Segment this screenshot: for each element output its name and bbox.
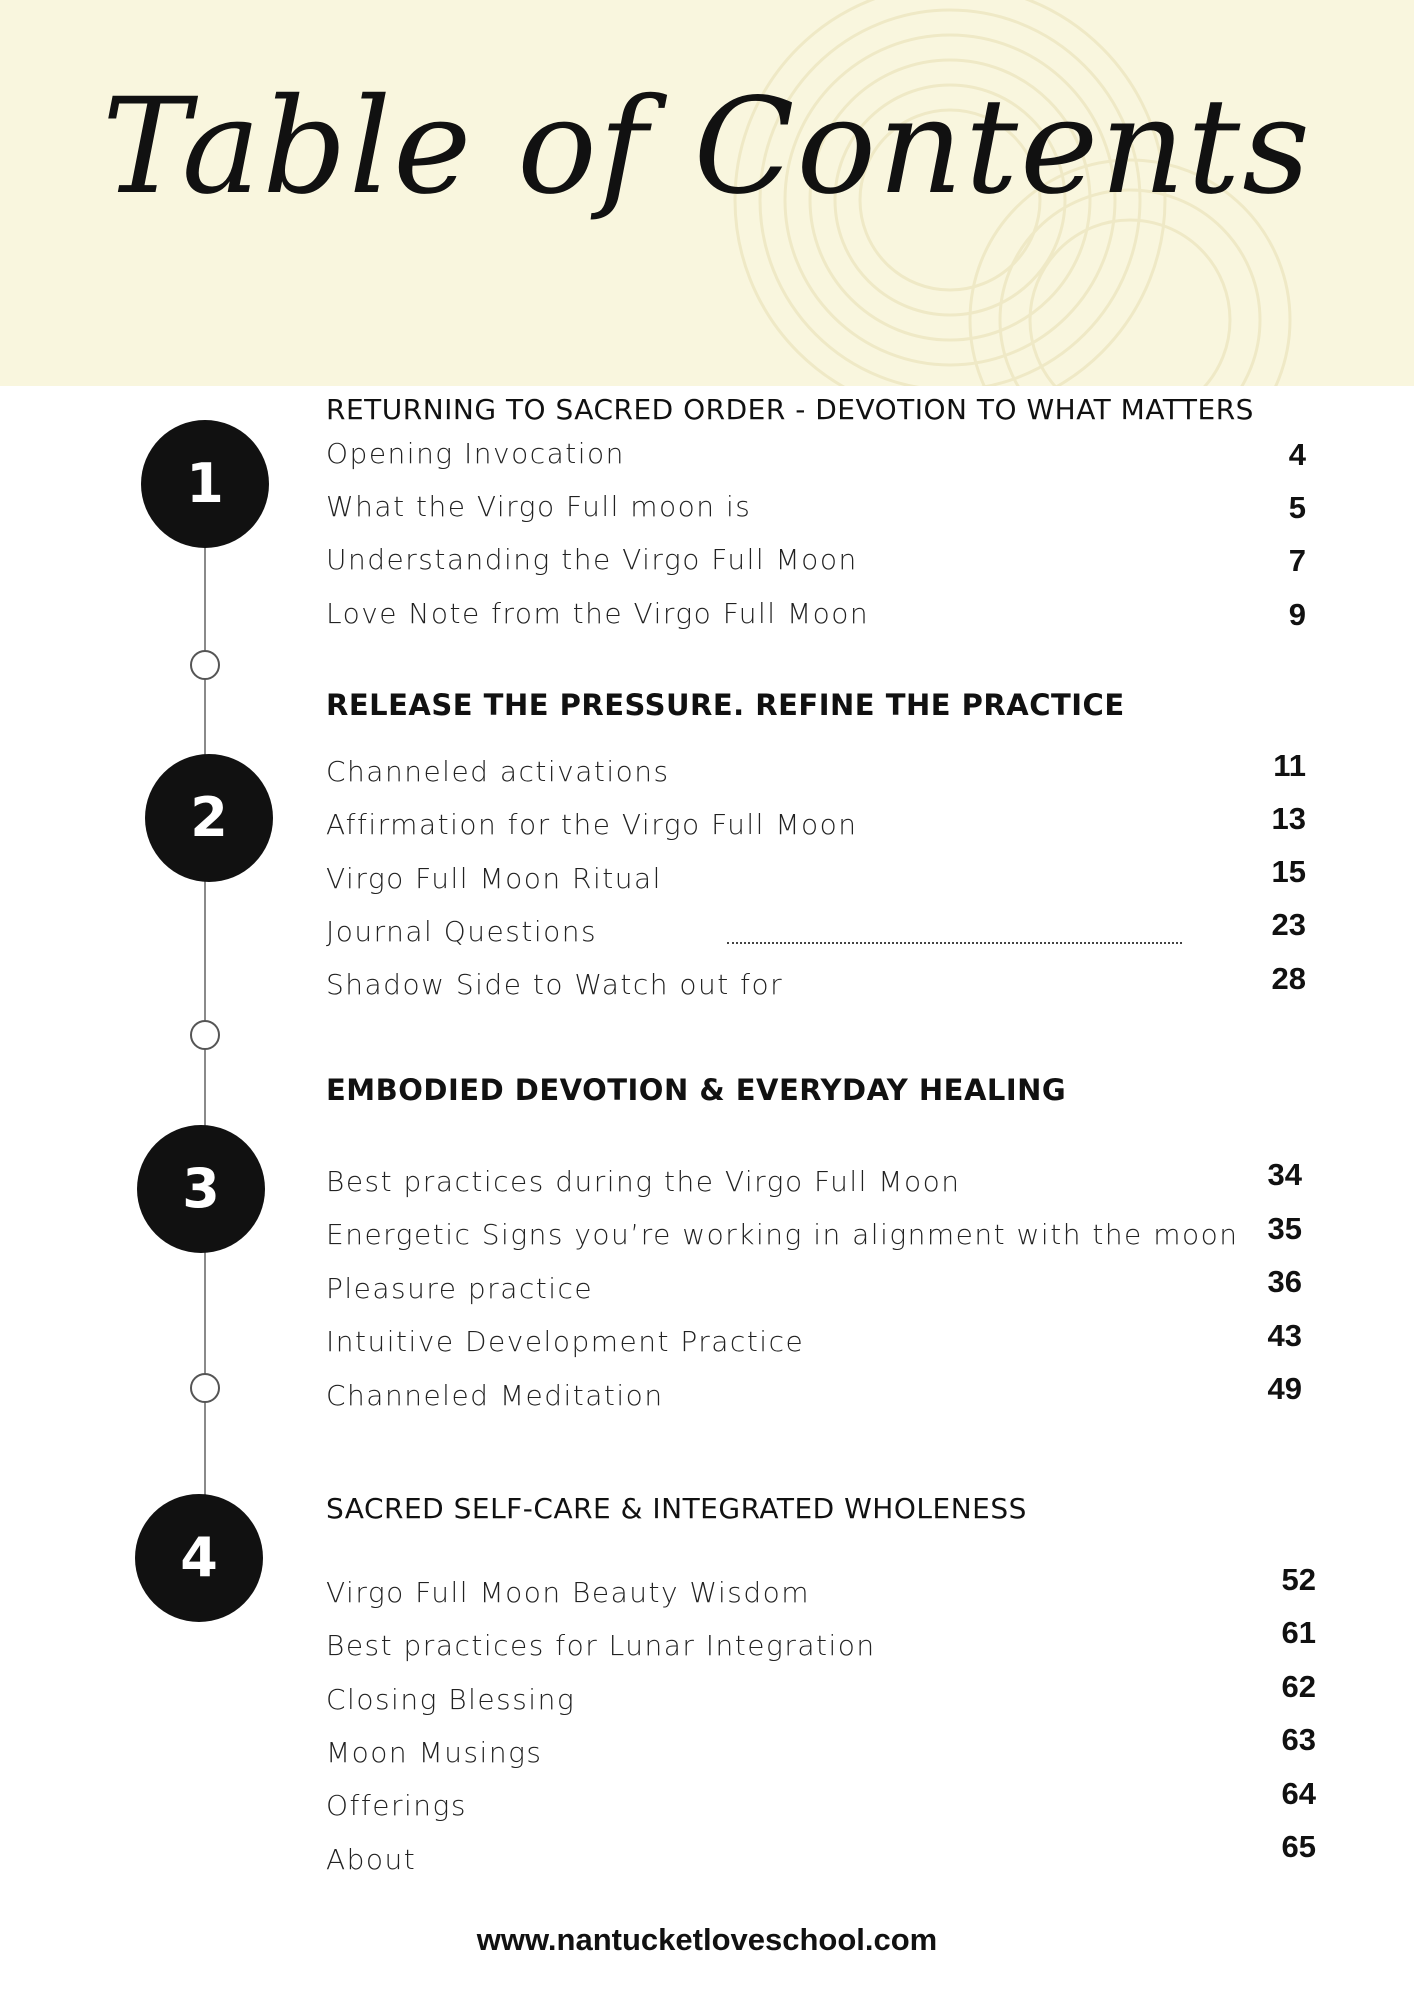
toc-entry[interactable]: Shadow Side to Watch out for bbox=[326, 968, 784, 1001]
dotted-leader bbox=[727, 942, 1182, 944]
page-number: 9 bbox=[1288, 597, 1306, 632]
page-number: 13 bbox=[1271, 801, 1306, 836]
toc-entry[interactable]: About bbox=[326, 1843, 417, 1876]
toc-entry[interactable]: Best practices during the Virgo Full Moon bbox=[326, 1165, 961, 1198]
toc-entry[interactable]: Affirmation for the Virgo Full Moon bbox=[326, 808, 858, 841]
timeline-dot bbox=[190, 1373, 220, 1403]
page-number: 62 bbox=[1281, 1669, 1316, 1704]
page-number: 64 bbox=[1281, 1776, 1316, 1811]
toc-entry[interactable]: Love Note from the Virgo Full Moon bbox=[326, 597, 870, 630]
page-number: 52 bbox=[1281, 1562, 1316, 1597]
page-number: 5 bbox=[1288, 490, 1306, 525]
page-number: 65 bbox=[1281, 1829, 1316, 1864]
toc-entry[interactable]: Pleasure practice bbox=[326, 1272, 594, 1305]
toc-entry[interactable]: What the Virgo Full moon is bbox=[326, 490, 752, 523]
website-link[interactable]: www.nantucketloveschool.com bbox=[476, 1922, 938, 1957]
page-number: 34 bbox=[1267, 1157, 1302, 1192]
toc-entry[interactable]: Journal Questions bbox=[326, 915, 598, 948]
page-number: 28 bbox=[1271, 961, 1306, 996]
toc-entry[interactable]: Channeled Meditation bbox=[326, 1379, 664, 1412]
toc-entry[interactable]: Best practices for Lunar Integration bbox=[326, 1629, 876, 1662]
toc-entry[interactable]: Understanding the Virgo Full Moon bbox=[326, 543, 858, 576]
section-number-3: 3 bbox=[137, 1125, 265, 1253]
page-title: Table of Contents bbox=[101, 70, 1312, 224]
section-number-4: 4 bbox=[135, 1494, 263, 1622]
page-number: 43 bbox=[1267, 1318, 1302, 1353]
section-heading-2: RELEASE THE PRESSURE. REFINE THE PRACTICE bbox=[326, 688, 1125, 722]
toc-entry[interactable]: Intuitive Development Practice bbox=[326, 1325, 805, 1358]
page-number: 23 bbox=[1271, 907, 1306, 942]
toc-entry[interactable]: Opening Invocation bbox=[326, 437, 625, 470]
page-number: 35 bbox=[1267, 1211, 1302, 1246]
toc-entry[interactable]: Virgo Full Moon Beauty Wisdom bbox=[326, 1576, 811, 1609]
page-number: 61 bbox=[1281, 1615, 1316, 1650]
page-number: 49 bbox=[1267, 1371, 1302, 1406]
toc-entry[interactable]: Virgo Full Moon Ritual bbox=[326, 862, 662, 895]
page-number: 36 bbox=[1267, 1264, 1302, 1299]
toc-entry[interactable]: Channeled activations bbox=[326, 755, 670, 788]
section-number-2: 2 bbox=[145, 754, 273, 882]
page-number: 63 bbox=[1281, 1722, 1316, 1757]
timeline-dot bbox=[190, 650, 220, 680]
section-heading-3: EMBODIED DEVOTION & EVERYDAY HEALING bbox=[326, 1073, 1067, 1107]
toc-entry[interactable]: Closing Blessing bbox=[326, 1683, 576, 1716]
section-heading-1: RETURNING TO SACRED ORDER - DEVOTION TO WHAT MATTERS bbox=[326, 393, 1254, 426]
toc-entry[interactable]: Offerings bbox=[326, 1789, 467, 1822]
page-number: 7 bbox=[1288, 543, 1306, 578]
section-heading-4: SACRED SELF-CARE & INTEGRATED WHOLENESS bbox=[326, 1492, 1027, 1525]
toc-entry[interactable]: Energetic Signs you’re working in alignment with the moon bbox=[326, 1218, 1239, 1251]
page-number: 11 bbox=[1273, 748, 1306, 783]
page-number: 15 bbox=[1271, 854, 1306, 889]
title-banner bbox=[0, 0, 1414, 386]
toc-entry[interactable]: Moon Musings bbox=[326, 1736, 543, 1769]
timeline-dot bbox=[190, 1020, 220, 1050]
page-number: 4 bbox=[1288, 437, 1306, 472]
section-number-1: 1 bbox=[141, 420, 269, 548]
